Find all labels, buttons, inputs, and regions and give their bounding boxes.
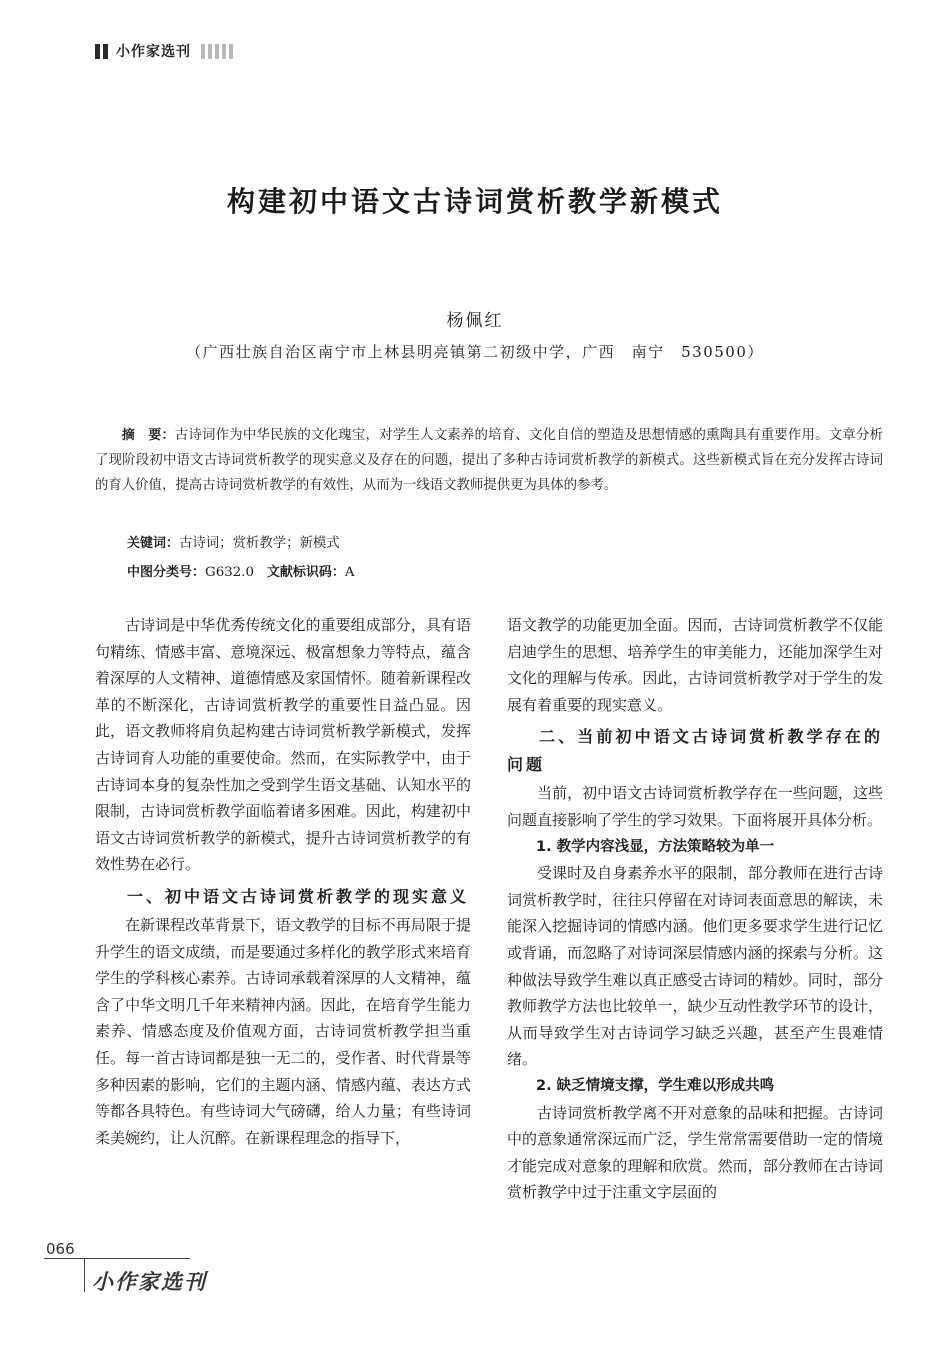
right-column [507, 612, 883, 1206]
section2-paragraph: 当前，初中语文古诗词赏析教学存在一些问题，这些问题直接影响了学生的学习效果。下面将展开具体分析。 [507, 784, 883, 829]
section1-paragraph: 在新课程改革背景下，语文教学的目标不再局限于提升学生的语文成绩，而是要通过多样化的教学形式来培育学生的学科核心素养。古诗词承载着深厚的人文精神，蕴含了中华文明几千年来精神内涵。因此，在培育学生能力素养、情感态度及价值观方面，古诗词赏析教学担当重任。每一首古诗词都是独一无二的，受作者、时代背景等多种因素的影响，它们的主题内涵、情感内蕴、表达方式等都各具特色。有些诗词大气磅礴，给人力量；有些诗词柔美婉约，让人沉醉。在新课程理念的指导下， [95, 915, 471, 1147]
running-header [95, 40, 233, 62]
section-heading-1: 一、初中语文古诗词赏析教学的现实意义 [127, 886, 470, 906]
abstract-label: 摘 要： [121, 428, 175, 443]
header-bars-dark [95, 44, 108, 59]
left-column [95, 612, 471, 1151]
clc-label: 中图分类号： [127, 565, 206, 580]
keywords-text: 古诗词；赏析教学；新模式 [179, 536, 340, 551]
subsection2-paragraph: 古诗词赏析教学离不开对意象的品味和把握。古诗词中的意象通常深远而广泛，学生常常需要借助一定的情境才能完成对意象的理解和欣赏。然而，部分教师在古诗词赏析教学中过于注重文字层面的 [507, 1103, 883, 1202]
classification [127, 561, 355, 580]
doc-code-label: 文献标识码： [266, 565, 345, 580]
doc-code: A [344, 565, 355, 580]
subheading-2: 2. 缺乏情境支撑，学生难以形成共鸣 [536, 1077, 775, 1094]
keywords [127, 532, 340, 551]
subheading-1: 1. 教学内容浅显，方法策略较为单一 [536, 838, 775, 855]
header-bars-light [201, 44, 233, 59]
subsection1-paragraph: 受课时及自身素养水平的限制，部分教师在进行古诗词赏析教学时，往往只停留在对诗词表面意思的解读，未能深入挖掘诗词的情感内涵。他们更多要求学生进行记忆或背诵，而忽略了对诗词深层情感内涵的探索与分析。这种做法导致学生难以真正感受古诗词的精妙。同时，部分教师教学方法也比较单一，缺少互动性教学环节的设计，从而导致学生对古诗词学习缺乏兴趣，甚至产生畏难情绪。 [507, 864, 883, 1069]
continued-paragraph: 语文教学的功能更加全面。因而，古诗词赏析教学不仅能启迪学生的思想、培养学生的审美能力，还能加深学生对文化的理解与传承。因此，古诗词赏析教学对于学生的发展有着重要的现实意义。 [507, 616, 883, 714]
author-name: 杨佩红 [446, 311, 504, 331]
header-section-title: 小作家选刊 [116, 44, 191, 60]
clc-code: G632.0 [205, 565, 255, 580]
section-heading-2: 二、当前初中语文古诗词赏析教学存在的问题 [507, 727, 883, 775]
footer-rule [44, 1258, 190, 1259]
keywords-label: 关键词： [127, 536, 180, 551]
page-number: 066 [46, 1240, 75, 1258]
author-affiliation: （广西壮族自治区南宁市上林县明亮镇第二初级中学，广西 南宁 530500） [186, 343, 764, 361]
footer-divider [84, 1258, 85, 1292]
article-title: 构建初中语文古诗词赏析教学新模式 [226, 185, 723, 218]
journal-logo: 小作家选刊 [92, 1269, 207, 1294]
abstract [95, 423, 883, 498]
abstract-text: 古诗词作为中华民族的文化瑰宝，对学生人文素养的培育、文化自信的塑造及思想情感的熏陶具有重要作用。文章分析了现阶段初中语文古诗词赏析教学的现实意义及存在的问题，提出了多种古诗词赏析教学的新模式。这些新模式旨在充分发挥古诗词的育人价值，提高古诗词赏析教学的有效性，从而为一线语文教师提供更为具体的参考。 [95, 428, 883, 493]
intro-paragraph: 古诗词是中华优秀传统文化的重要组成部分，具有语句精练、情感丰富、意境深远、极富想象力等特点，蕴含着深厚的人文精神、道德情感及家国情怀。随着新课程改革的不断深化，古诗词赏析教学的重要性日益凸显。因此，语文教师将肩负起构建古诗词赏析教学新模式，发挥古诗词育人功能的重要使命。然而，在实际教学中，由于古诗词本身的复杂性加之受到学生语文基础、认知水平的限制，古诗词赏析教学面临着诸多困难。因此，构建初中语文古诗词赏析教学的新模式，提升古诗词赏析教学的有效性势在必行。 [95, 616, 471, 874]
